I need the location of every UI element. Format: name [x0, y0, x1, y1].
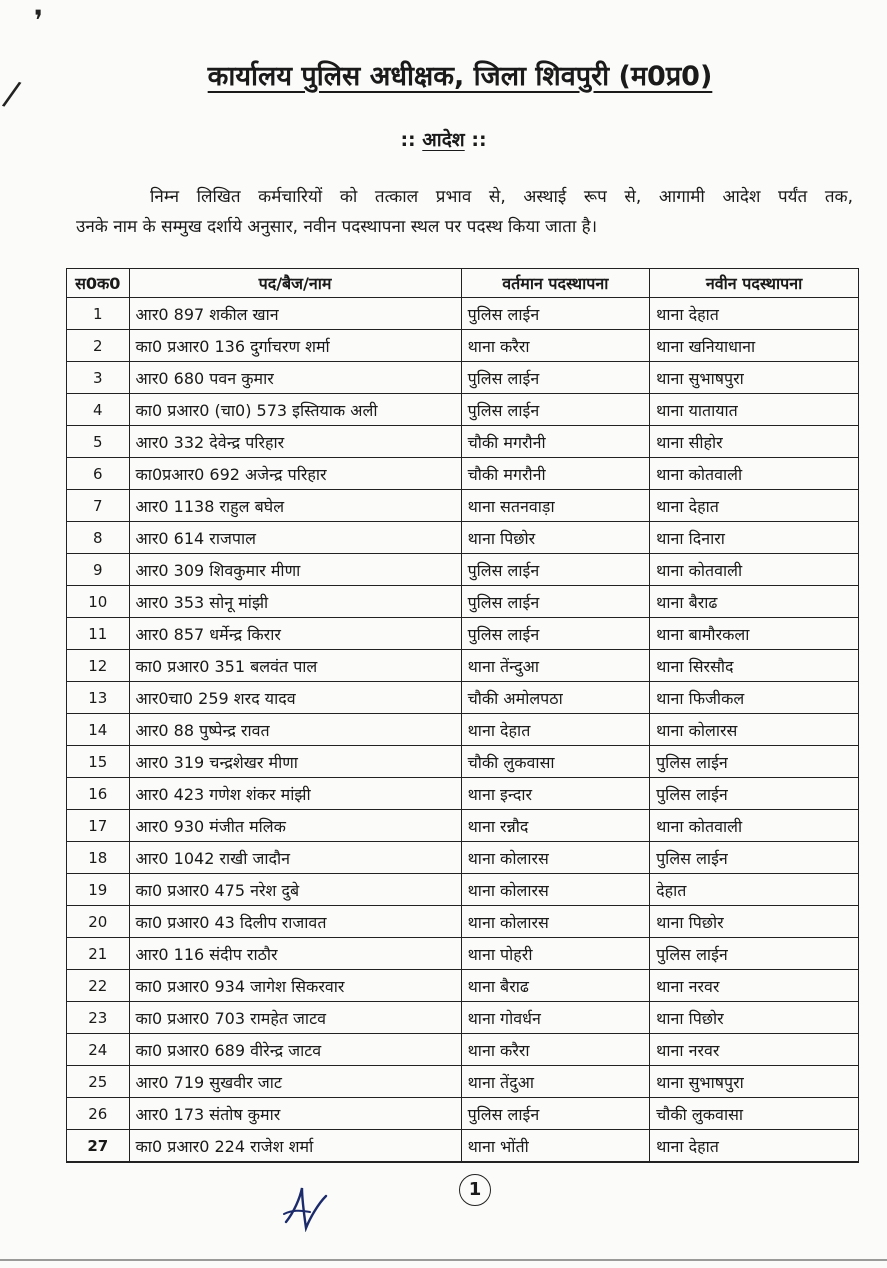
- table-row: [67, 778, 859, 810]
- transfer-table: [66, 268, 859, 1163]
- current-posting-cell: पुलिस लाईन: [461, 298, 650, 330]
- post-badge-name-cell: आर0 353 सोनू मांझी: [129, 586, 461, 618]
- table-body: [67, 298, 859, 1163]
- serial-cell: 4: [67, 394, 130, 426]
- current-posting-cell: थाना तेंदुआ: [461, 1066, 650, 1098]
- new-posting-cell: थाना यातायात: [650, 394, 859, 426]
- new-posting-cell: थाना सीहोर: [650, 426, 859, 458]
- current-posting-cell: पुलिस लाईन: [461, 1098, 650, 1130]
- serial-cell: 5: [67, 426, 130, 458]
- post-badge-name-cell: आर0 614 राजपाल: [129, 522, 461, 554]
- table-row: [67, 618, 859, 650]
- table-row: [67, 746, 859, 778]
- table-row: [67, 426, 859, 458]
- table-row: [67, 714, 859, 746]
- post-badge-name-cell: का0 प्रआर0 136 दुर्गाचरण शर्मा: [129, 330, 461, 362]
- post-badge-name-cell: का0 प्रआर0 43 दिलीप राजावत: [129, 906, 461, 938]
- margin-stroke-mark: /: [0, 73, 24, 115]
- serial-cell: 23: [67, 1002, 130, 1034]
- serial-cell: 26: [67, 1098, 130, 1130]
- current-posting-cell: थाना पिछोर: [461, 522, 650, 554]
- table-row: [67, 394, 859, 426]
- table-row: [67, 650, 859, 682]
- serial-cell: 6: [67, 458, 130, 490]
- current-posting-cell: पुलिस लाईन: [461, 586, 650, 618]
- serial-cell: 19: [67, 874, 130, 906]
- current-posting-cell: पुलिस लाईन: [461, 554, 650, 586]
- page-number: 1: [459, 1174, 491, 1206]
- new-posting-cell: थाना सिरसौद: [650, 650, 859, 682]
- serial-cell: 17: [67, 810, 130, 842]
- table-row: [67, 586, 859, 618]
- new-posting-cell: पुलिस लाईन: [650, 938, 859, 970]
- post-badge-name-cell: आर0 309 शिवकुमार मीणा: [129, 554, 461, 586]
- current-posting-cell: थाना सतनवाड़ा: [461, 490, 650, 522]
- current-posting-cell: चौकी अमोलपठा: [461, 682, 650, 714]
- serial-cell: 11: [67, 618, 130, 650]
- table-row: [67, 682, 859, 714]
- current-posting-cell: थाना कोलारस: [461, 874, 650, 906]
- current-posting-cell: थाना करैरा: [461, 330, 650, 362]
- post-badge-name-cell: आर0 1138 राहुल बघेल: [129, 490, 461, 522]
- current-posting-cell: थाना कोलारस: [461, 842, 650, 874]
- serial-cell: 16: [67, 778, 130, 810]
- table-row: [67, 810, 859, 842]
- current-posting-cell: थाना इन्दार: [461, 778, 650, 810]
- serial-cell: 8: [67, 522, 130, 554]
- current-posting-cell: चौकी मगरौनी: [461, 426, 650, 458]
- new-posting-cell: थाना फिजीकल: [650, 682, 859, 714]
- table-row: [67, 490, 859, 522]
- bottom-edge-line: [0, 1259, 887, 1261]
- post-badge-name-cell: आर0 88 पुष्पेन्द्र रावत: [129, 714, 461, 746]
- new-posting-cell: देहात: [650, 874, 859, 906]
- serial-cell: 14: [67, 714, 130, 746]
- serial-cell: 1: [67, 298, 130, 330]
- post-badge-name-cell: का0 प्रआर0 224 राजेश शर्मा: [129, 1130, 461, 1163]
- post-badge-name-cell: आर0 332 देवेन्द्र परिहार: [129, 426, 461, 458]
- table-header-row: [67, 269, 859, 298]
- order-body-line-1: निम्न लिखित कर्मचारियों को तत्काल प्रभाव से, अस्थाई रूप से, आगामी आदेश पर्यंत तक,: [150, 187, 853, 207]
- new-posting-cell: थाना कोतवाली: [650, 810, 859, 842]
- current-posting-cell: थाना गोवर्धन: [461, 1002, 650, 1034]
- post-badge-name-cell: आर0 116 संदीप राठौर: [129, 938, 461, 970]
- table-row: [67, 330, 859, 362]
- current-posting-cell: थाना पोहरी: [461, 938, 650, 970]
- new-posting-cell: थाना देहात: [650, 1130, 859, 1163]
- post-badge-name-cell: का0प्रआर0 692 अजेन्द्र परिहार: [129, 458, 461, 490]
- post-badge-name-cell: आर0 857 धर्मेन्द्र किरार: [129, 618, 461, 650]
- serial-cell: 20: [67, 906, 130, 938]
- serial-cell: 25: [67, 1066, 130, 1098]
- current-posting-cell: थाना भोंती: [461, 1130, 650, 1163]
- table-row: [67, 522, 859, 554]
- post-badge-name-cell: आर0 173 संतोष कुमार: [129, 1098, 461, 1130]
- current-posting-cell: चौकी लुकवासा: [461, 746, 650, 778]
- serial-cell: 13: [67, 682, 130, 714]
- table-row: [67, 842, 859, 874]
- post-badge-name-cell: आर0 423 गणेश शंकर मांझी: [129, 778, 461, 810]
- new-posting-cell: थाना कोतवाली: [650, 458, 859, 490]
- serial-cell: 12: [67, 650, 130, 682]
- serial-cell: 15: [67, 746, 130, 778]
- post-badge-name-cell: आर0 719 सुखवीर जाट: [129, 1066, 461, 1098]
- table-row: [67, 906, 859, 938]
- post-badge-name-cell: का0 प्रआर0 934 जागेश सिकरवार: [129, 970, 461, 1002]
- office-title: कार्यालय पुलिस अधीक्षक, जिला शिवपुरी (म0प्र0): [207, 61, 713, 92]
- post-badge-name-cell: आर0 1042 राखी जादौन: [129, 842, 461, 874]
- table-row: [67, 1002, 859, 1034]
- current-posting-cell: चौकी मगरौनी: [461, 458, 650, 490]
- heading-suffix: ::: [471, 129, 487, 151]
- current-posting-cell: थाना करैरा: [461, 1034, 650, 1066]
- serial-cell: 24: [67, 1034, 130, 1066]
- new-posting-cell: पुलिस लाईन: [650, 778, 859, 810]
- current-posting-cell: पुलिस लाईन: [461, 362, 650, 394]
- serial-cell: 2: [67, 330, 130, 362]
- post-badge-name-cell: का0 प्रआर0 703 रामहेत जाटव: [129, 1002, 461, 1034]
- new-posting-cell: थाना खनियाधाना: [650, 330, 859, 362]
- new-posting-cell: पुलिस लाईन: [650, 842, 859, 874]
- table-row: [67, 874, 859, 906]
- new-posting-cell: थाना सुभाषपुरा: [650, 362, 859, 394]
- new-posting-cell: थाना पिछोर: [650, 1002, 859, 1034]
- serial-cell: 7: [67, 490, 130, 522]
- current-posting-cell: पुलिस लाईन: [461, 394, 650, 426]
- header-current-posting: वर्तमान पदस्थापना: [461, 269, 650, 298]
- new-posting-cell: थाना बैराढ: [650, 586, 859, 618]
- new-posting-cell: थाना दिनारा: [650, 522, 859, 554]
- serial-cell: 22: [67, 970, 130, 1002]
- new-posting-cell: थाना कोतवाली: [650, 554, 859, 586]
- table-row: [67, 298, 859, 330]
- new-posting-cell: थाना सुभाषपुरा: [650, 1066, 859, 1098]
- new-posting-cell: चौकी लुकवासा: [650, 1098, 859, 1130]
- serial-cell: 9: [67, 554, 130, 586]
- table-row: [67, 1066, 859, 1098]
- new-posting-cell: थाना देहात: [650, 490, 859, 522]
- post-badge-name-cell: का0 प्रआर0 475 नरेश दुबे: [129, 874, 461, 906]
- new-posting-cell: थाना नरवर: [650, 1034, 859, 1066]
- new-posting-cell: थाना देहात: [650, 298, 859, 330]
- post-badge-name-cell: आर0 680 पवन कुमार: [129, 362, 461, 394]
- post-badge-name-cell: का0 प्रआर0 351 बलवंत पाल: [129, 650, 461, 682]
- order-body-line-2: उनके नाम के सम्मुख दर्शाये अनुसार, नवीन पदस्थापना स्थल पर पदस्थ किया जाता है।: [76, 217, 598, 237]
- header-post-badge-name: पद/बैज/नाम: [129, 269, 461, 298]
- post-badge-name-cell: का0 प्रआर0 689 वीरेन्द्र जाटव: [129, 1034, 461, 1066]
- header-new-posting: नवीन पदस्थापना: [650, 269, 859, 298]
- serial-cell: 27: [67, 1130, 130, 1163]
- heading-text: आदेश: [422, 129, 465, 151]
- serial-cell: 10: [67, 586, 130, 618]
- signature: [280, 1184, 330, 1232]
- hole-punch-mark: ❜: [34, 4, 44, 37]
- serial-cell: 18: [67, 842, 130, 874]
- post-badge-name-cell: आर0 897 शकील खान: [129, 298, 461, 330]
- new-posting-cell: थाना पिछोर: [650, 906, 859, 938]
- order-heading: [0, 126, 887, 152]
- new-posting-cell: थाना बामौरकला: [650, 618, 859, 650]
- serial-cell: 3: [67, 362, 130, 394]
- table-row: [67, 362, 859, 394]
- serial-cell: 21: [67, 938, 130, 970]
- new-posting-cell: पुलिस लाईन: [650, 746, 859, 778]
- table-row: [67, 1098, 859, 1130]
- current-posting-cell: थाना रन्नौद: [461, 810, 650, 842]
- current-posting-cell: पुलिस लाईन: [461, 618, 650, 650]
- table-row: [67, 970, 859, 1002]
- post-badge-name-cell: आर0 930 मंजीत मलिक: [129, 810, 461, 842]
- table-row: [67, 1034, 859, 1066]
- table-row: [67, 458, 859, 490]
- header-serial: स0क0: [67, 269, 130, 298]
- post-badge-name-cell: का0 प्रआर0 (चा0) 573 इस्तियाक अली: [129, 394, 461, 426]
- post-badge-name-cell: आर0 319 चन्द्रशेखर मीणा: [129, 746, 461, 778]
- current-posting-cell: थाना बैराढ: [461, 970, 650, 1002]
- table-row: [67, 938, 859, 970]
- table-row: [67, 554, 859, 586]
- order-body: [76, 182, 853, 242]
- new-posting-cell: थाना नरवर: [650, 970, 859, 1002]
- heading-prefix: ::: [400, 129, 416, 151]
- current-posting-cell: थाना तेंन्दुआ: [461, 650, 650, 682]
- post-badge-name-cell: आर0चा0 259 शरद यादव: [129, 682, 461, 714]
- new-posting-cell: थाना कोलारस: [650, 714, 859, 746]
- current-posting-cell: थाना देहात: [461, 714, 650, 746]
- table-row: [67, 1130, 859, 1163]
- current-posting-cell: थाना कोलारस: [461, 906, 650, 938]
